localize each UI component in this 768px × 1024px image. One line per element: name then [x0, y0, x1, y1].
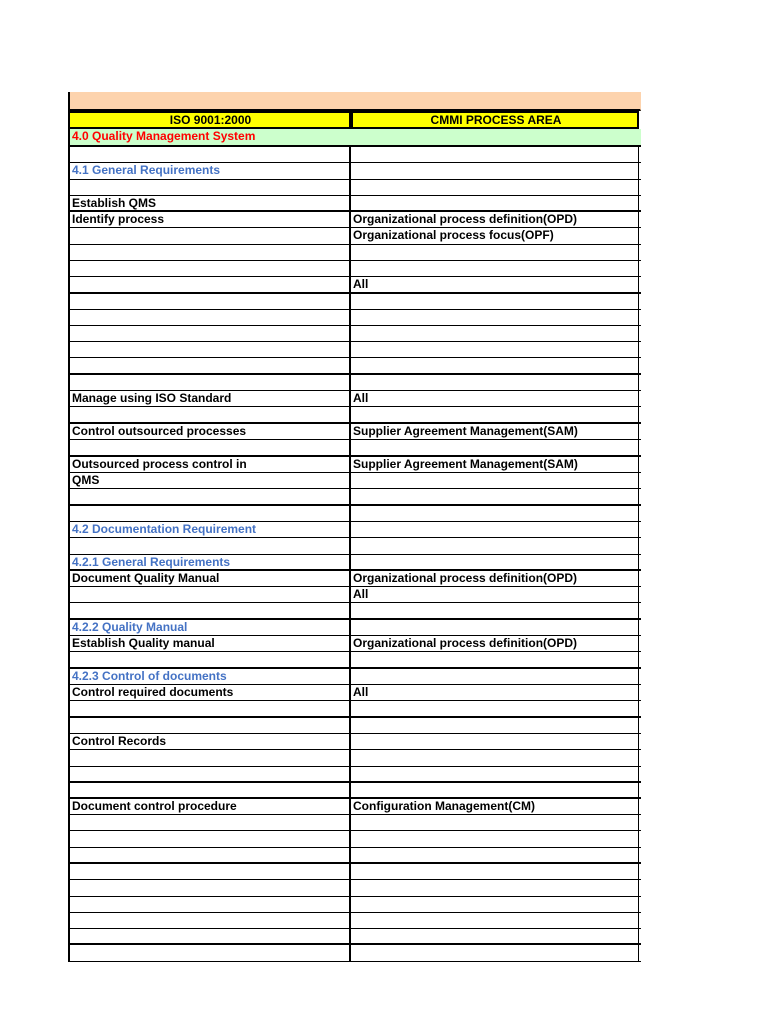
section-title[interactable]: 4.0 Quality Management System [70, 129, 641, 147]
header-band [70, 92, 641, 111]
subsection-heading[interactable]: 4.2.2 Quality Manual [70, 620, 351, 635]
table-row [70, 555, 641, 571]
table-row [70, 489, 641, 506]
iso-cell[interactable]: Manage using ISO Standard [70, 391, 351, 406]
iso-cell[interactable] [70, 945, 351, 961]
cmmi-cell[interactable]: All [351, 277, 639, 292]
iso-cell[interactable] [70, 538, 351, 554]
cmmi-cell[interactable] [351, 147, 639, 162]
subsection-heading[interactable]: 4.1 General Requirements [70, 163, 351, 179]
cmmi-cell[interactable] [351, 848, 639, 862]
table-body [70, 147, 641, 962]
cmmi-cell[interactable]: Organizational process definition(OPD) [351, 636, 639, 651]
table-row [70, 261, 641, 277]
table-row [70, 945, 641, 962]
table-row [70, 571, 641, 587]
cmmi-cell[interactable]: Organizational process definition(OPD) [351, 571, 639, 586]
cmmi-cell[interactable] [351, 163, 639, 179]
spreadsheet-table [68, 92, 641, 962]
cmmi-cell[interactable] [351, 180, 639, 195]
cmmi-cell[interactable] [351, 555, 639, 569]
cmmi-cell[interactable] [351, 489, 639, 504]
iso-cell[interactable]: Control required documents [70, 685, 351, 700]
table-row [70, 506, 641, 522]
cmmi-cell[interactable] [351, 310, 639, 325]
iso-cell[interactable] [70, 261, 351, 276]
table-row [70, 245, 641, 261]
table-row [70, 701, 641, 718]
cmmi-cell[interactable] [351, 864, 639, 879]
table-row [70, 538, 641, 555]
cmmi-cell[interactable]: Organizational process definition(OPD) [351, 212, 639, 227]
table-row [70, 750, 641, 767]
table-row [70, 375, 641, 391]
iso-cell[interactable] [70, 587, 351, 602]
iso-cell[interactable] [70, 652, 351, 667]
table-row [70, 767, 641, 783]
table-row [70, 277, 641, 294]
iso-cell[interactable] [70, 880, 351, 896]
cmmi-cell[interactable]: Supplier Agreement Management(SAM) [351, 457, 639, 472]
iso-cell[interactable] [70, 848, 351, 862]
table-row [70, 342, 641, 358]
table-row [70, 180, 641, 196]
subsection-heading[interactable]: 4.2.1 General Requirements [70, 555, 351, 569]
cmmi-cell[interactable] [351, 294, 639, 309]
iso-cell[interactable]: Document Quality Manual [70, 571, 351, 586]
table-row [70, 636, 641, 652]
table-row [70, 929, 641, 945]
cmmi-cell[interactable] [351, 767, 639, 781]
table-row [70, 228, 641, 245]
cmmi-cell[interactable] [351, 196, 639, 210]
table-row [70, 358, 641, 375]
iso-cell[interactable]: Control outsourced processes [70, 424, 351, 439]
cmmi-cell[interactable] [351, 506, 639, 521]
iso-cell[interactable] [70, 277, 351, 292]
iso-cell[interactable] [70, 718, 351, 733]
cmmi-cell[interactable]: Configuration Management(CM) [351, 799, 639, 814]
iso-cell[interactable] [70, 750, 351, 766]
iso-cell[interactable] [70, 603, 351, 618]
iso-cell[interactable] [70, 929, 351, 943]
cmmi-cell[interactable]: All [351, 685, 639, 700]
table-row [70, 603, 641, 620]
iso-cell[interactable]: QMS [70, 473, 351, 488]
iso-cell[interactable] [70, 831, 351, 847]
table-row [70, 310, 641, 326]
table-row [70, 783, 641, 799]
cmmi-cell[interactable] [351, 897, 639, 912]
cmmi-cell[interactable] [351, 326, 639, 341]
cmmi-cell[interactable] [351, 718, 639, 733]
table-row [70, 685, 641, 701]
cmmi-cell[interactable] [351, 831, 639, 847]
cmmi-cell[interactable] [351, 245, 639, 260]
cmmi-cell[interactable] [351, 407, 639, 422]
table-row [70, 652, 641, 669]
cmmi-cell[interactable] [351, 929, 639, 943]
cmmi-cell[interactable] [351, 815, 639, 830]
table-row [70, 815, 641, 831]
iso-cell[interactable] [70, 506, 351, 521]
iso-cell[interactable]: Control Records [70, 734, 351, 749]
table-row [70, 799, 641, 815]
table-row [70, 848, 641, 864]
subsection-heading[interactable]: 4.2.3 Control of documents [70, 669, 351, 684]
table-row [70, 718, 641, 734]
header-iso[interactable]: ISO 9001:2000 [70, 111, 351, 129]
iso-cell[interactable] [70, 228, 351, 244]
iso-cell[interactable] [70, 326, 351, 341]
iso-cell[interactable] [70, 147, 351, 162]
cmmi-cell[interactable] [351, 440, 639, 455]
iso-cell[interactable] [70, 407, 351, 422]
table-row [70, 440, 641, 457]
cmmi-cell[interactable] [351, 734, 639, 749]
cmmi-cell[interactable] [351, 375, 639, 390]
iso-cell[interactable] [70, 913, 351, 928]
table-row [70, 913, 641, 929]
cmmi-cell[interactable] [351, 603, 639, 618]
iso-cell[interactable] [70, 310, 351, 325]
table-row [70, 147, 641, 163]
cmmi-cell[interactable]: All [351, 587, 639, 602]
cmmi-cell[interactable]: Organizational process focus(OPF) [351, 228, 639, 244]
cmmi-cell[interactable] [351, 538, 639, 554]
table-row [70, 864, 641, 880]
table-row [70, 407, 641, 424]
iso-cell[interactable] [70, 701, 351, 716]
header-row [70, 111, 641, 129]
iso-cell[interactable] [70, 358, 351, 373]
cmmi-cell[interactable] [351, 945, 639, 961]
table-row [70, 391, 641, 407]
iso-cell[interactable] [70, 294, 351, 309]
iso-cell[interactable]: Outsourced process control in [70, 457, 351, 472]
cmmi-cell[interactable] [351, 652, 639, 667]
subsection-heading[interactable]: 4.2 Documentation Requirement [70, 522, 351, 537]
cmmi-cell[interactable] [351, 701, 639, 716]
iso-cell[interactable] [70, 897, 351, 912]
cmmi-cell[interactable] [351, 880, 639, 896]
table-row [70, 424, 641, 440]
iso-cell[interactable] [70, 815, 351, 830]
table-row [70, 163, 641, 180]
iso-cell[interactable]: Identify process [70, 212, 351, 227]
table-row [70, 196, 641, 212]
cmmi-cell[interactable] [351, 261, 639, 276]
cmmi-cell[interactable]: All [351, 391, 639, 406]
cmmi-cell[interactable] [351, 783, 639, 797]
iso-cell[interactable] [70, 375, 351, 390]
iso-cell[interactable] [70, 489, 351, 504]
table-row [70, 522, 641, 538]
table-row [70, 457, 641, 473]
cmmi-cell[interactable] [351, 358, 639, 373]
iso-cell[interactable]: Establish QMS [70, 196, 351, 210]
table-row [70, 473, 641, 489]
iso-cell[interactable] [70, 767, 351, 781]
table-row [70, 734, 641, 750]
iso-cell[interactable]: Document control procedure [70, 799, 351, 814]
iso-cell[interactable]: Establish Quality manual [70, 636, 351, 651]
cmmi-cell[interactable] [351, 669, 639, 684]
iso-cell[interactable] [70, 783, 351, 797]
cmmi-cell[interactable]: Supplier Agreement Management(SAM) [351, 424, 639, 439]
table-row [70, 587, 641, 603]
iso-cell[interactable] [70, 180, 351, 195]
cmmi-cell[interactable] [351, 620, 639, 635]
table-row [70, 669, 641, 685]
table-row [70, 326, 641, 342]
cmmi-cell[interactable] [351, 473, 639, 488]
iso-cell[interactable] [70, 245, 351, 260]
iso-cell[interactable] [70, 342, 351, 357]
cmmi-cell[interactable] [351, 342, 639, 357]
cmmi-cell[interactable] [351, 522, 639, 537]
header-cmmi[interactable]: CMMI PROCESS AREA [351, 111, 639, 129]
table-row [70, 880, 641, 897]
iso-cell[interactable] [70, 440, 351, 455]
cmmi-cell[interactable] [351, 913, 639, 928]
cmmi-cell[interactable] [351, 750, 639, 766]
table-row [70, 294, 641, 310]
table-row [70, 831, 641, 848]
table-row [70, 212, 641, 228]
table-row [70, 620, 641, 636]
table-row [70, 897, 641, 913]
iso-cell[interactable] [70, 864, 351, 879]
